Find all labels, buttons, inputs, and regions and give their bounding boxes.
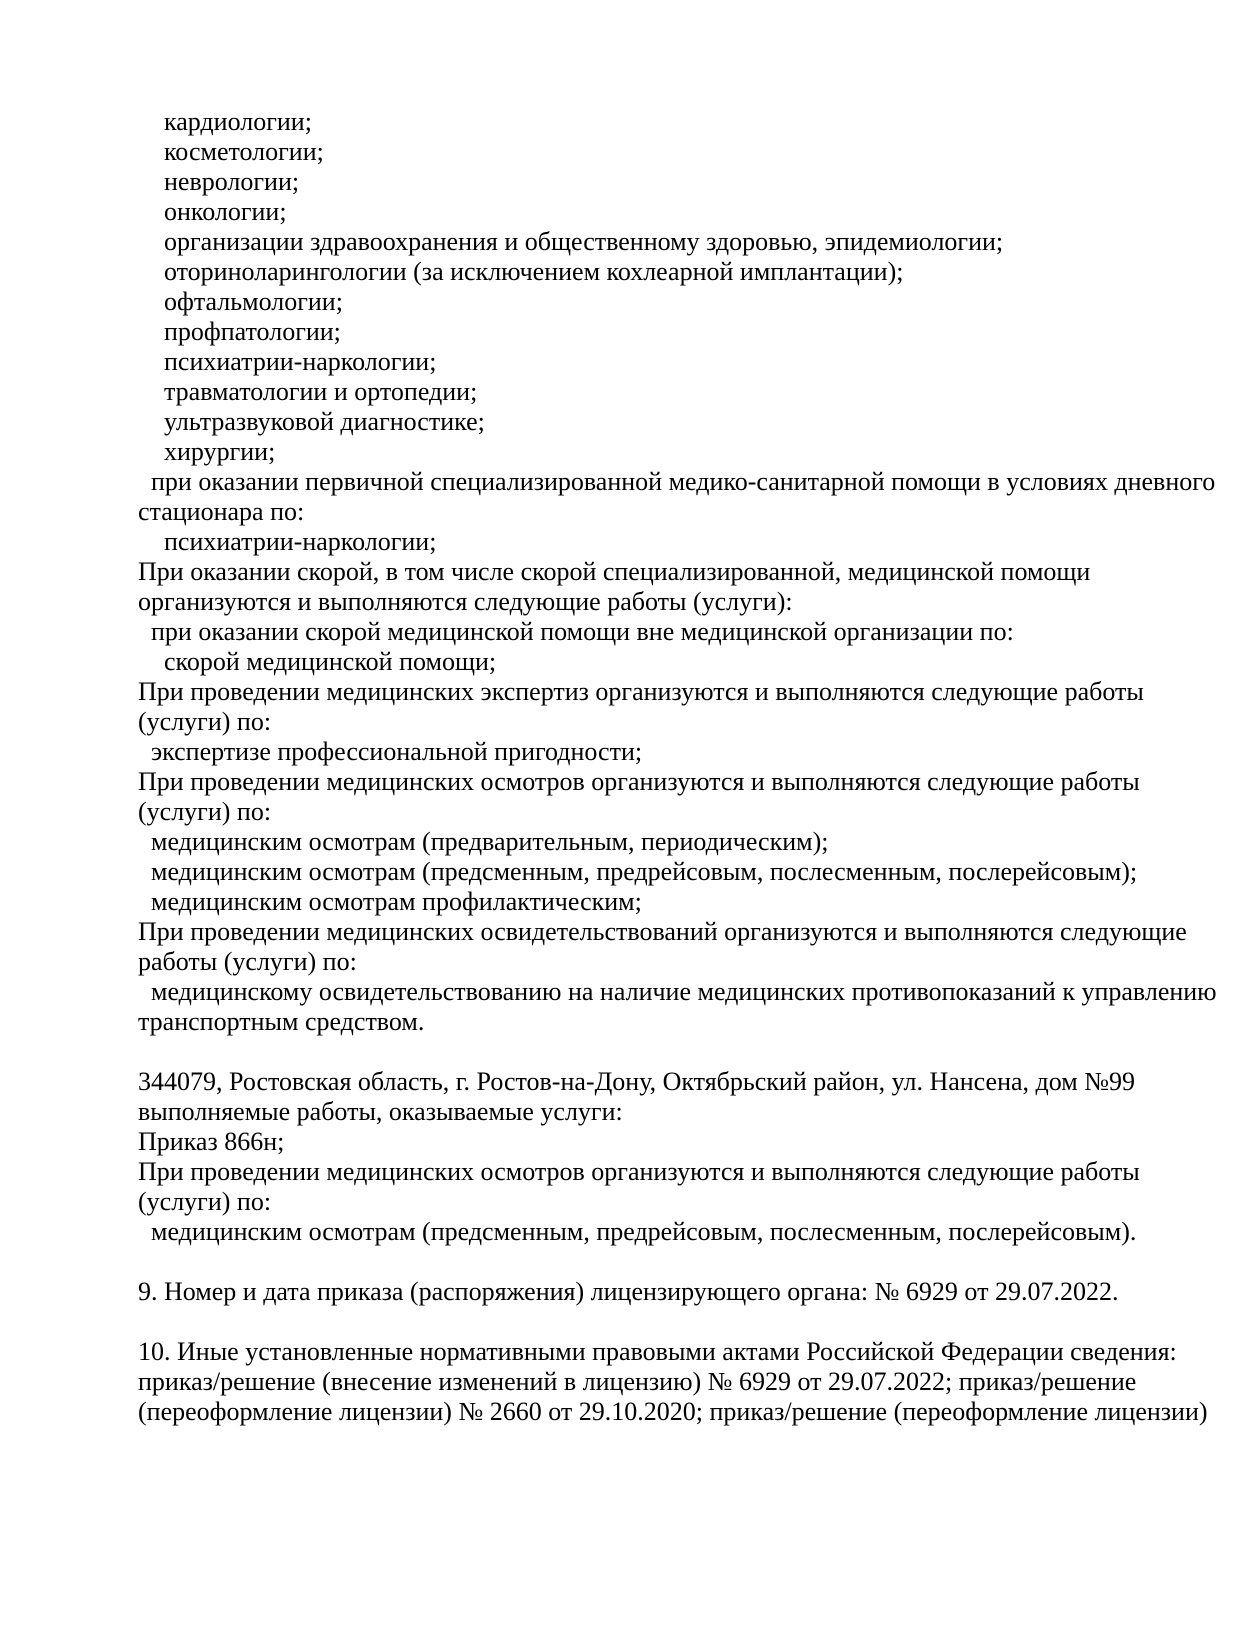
doc-line: при оказании первичной специализированной медико-санитарной помощи в условиях дневного [138, 467, 1216, 496]
doc-line: (услуги) по: [138, 1187, 272, 1216]
specialty-line: косметологии; [138, 137, 324, 166]
doc-line: медицинским осмотрам (предсменным, предрейсовым, послесменным, послерейсовым). [138, 1217, 1137, 1246]
document-body [138, 107, 1217, 1427]
blank-line [138, 1307, 1210, 1337]
other-info-heading-line: 10. Иные установленные нормативными правовыми актами Российской Федерации сведения: [138, 1337, 1177, 1366]
specialty-line: организации здравоохранения и общественному здоровью, эпидемиологии; [138, 227, 1004, 256]
specialty-line: психиатрии-наркологии; [138, 347, 437, 376]
doc-line: При проведении медицинских экспертиз организуются и выполняются следующие работы [138, 677, 1144, 706]
specialty-line: хирургии; [138, 437, 276, 466]
other-info-line: (переоформление лицензии) № 2660 от 29.10.2020; приказ/решение (переоформление лицензии) [138, 1397, 1208, 1426]
specialty-line: кардиологии; [138, 107, 312, 136]
doc-line: стационара по: [138, 497, 305, 526]
license-order-line: 9. Номер и дата приказа (распоряжения) лицензирующего органа: № 6929 от 29.07.2022. [138, 1277, 1119, 1306]
doc-line: выполняемые работы, оказываемые услуги: [138, 1097, 623, 1126]
doc-line: При проведении медицинских осмотров организуются и выполняются следующие работы [138, 767, 1140, 796]
doc-line: медицинским осмотрам (предсменным, предрейсовым, послесменным, послерейсовым); [138, 857, 1138, 886]
doc-line: медицинскому освидетельствованию на наличие медицинских противопоказаний к управлению [138, 977, 1217, 1006]
specialty-line: психиатрии-наркологии; [138, 527, 437, 556]
specialty-line: скорой медицинской помощи; [138, 647, 497, 676]
specialty-line: офтальмологии; [138, 287, 343, 316]
order-reference-line: Приказ 866н; [138, 1127, 285, 1156]
blank-line [138, 1037, 1210, 1067]
doc-line: (услуги) по: [138, 707, 272, 736]
specialty-line: травматологии и ортопедии; [138, 377, 478, 406]
doc-line: При оказании скорой, в том числе скорой специализированной, медицинской помощи [138, 557, 1091, 586]
specialty-line: неврологии; [138, 167, 300, 196]
specialty-line: ультразвуковой диагностике; [138, 407, 485, 436]
specialty-line: профпатологии; [138, 317, 341, 346]
doc-line: экспертизе профессиональной пригодности; [138, 737, 643, 766]
doc-line: организуются и выполняются следующие работы (услуги): [138, 587, 793, 616]
doc-line: транспортным средством. [138, 1007, 425, 1036]
doc-line: При проведении медицинских освидетельствований организуются и выполняются следующие [138, 917, 1187, 946]
doc-line: при оказании скорой медицинской помощи вне медицинской организации по: [138, 617, 1014, 646]
blank-line [138, 1247, 1210, 1277]
doc-line: (услуги) по: [138, 797, 272, 826]
doc-line: При проведении медицинских осмотров организуются и выполняются следующие работы [138, 1157, 1140, 1186]
specialty-line: онкологии; [138, 197, 287, 226]
doc-line: медицинским осмотрам (предварительным, периодическим); [138, 827, 829, 856]
specialty-line: оториноларингологии (за исключением кохлеарной имплантации); [138, 257, 904, 286]
address-line: 344079, Ростовская область, г. Ростов-на-Дону, Октябрьский район, ул. Нансена, дом №99 [138, 1067, 1136, 1096]
doc-line: работы (услуги) по: [138, 947, 357, 976]
other-info-line: приказ/решение (внесение изменений в лицензию) № 6929 от 29.07.2022; приказ/решение [138, 1367, 1137, 1396]
doc-line: медицинским осмотрам профилактическим; [138, 887, 642, 916]
